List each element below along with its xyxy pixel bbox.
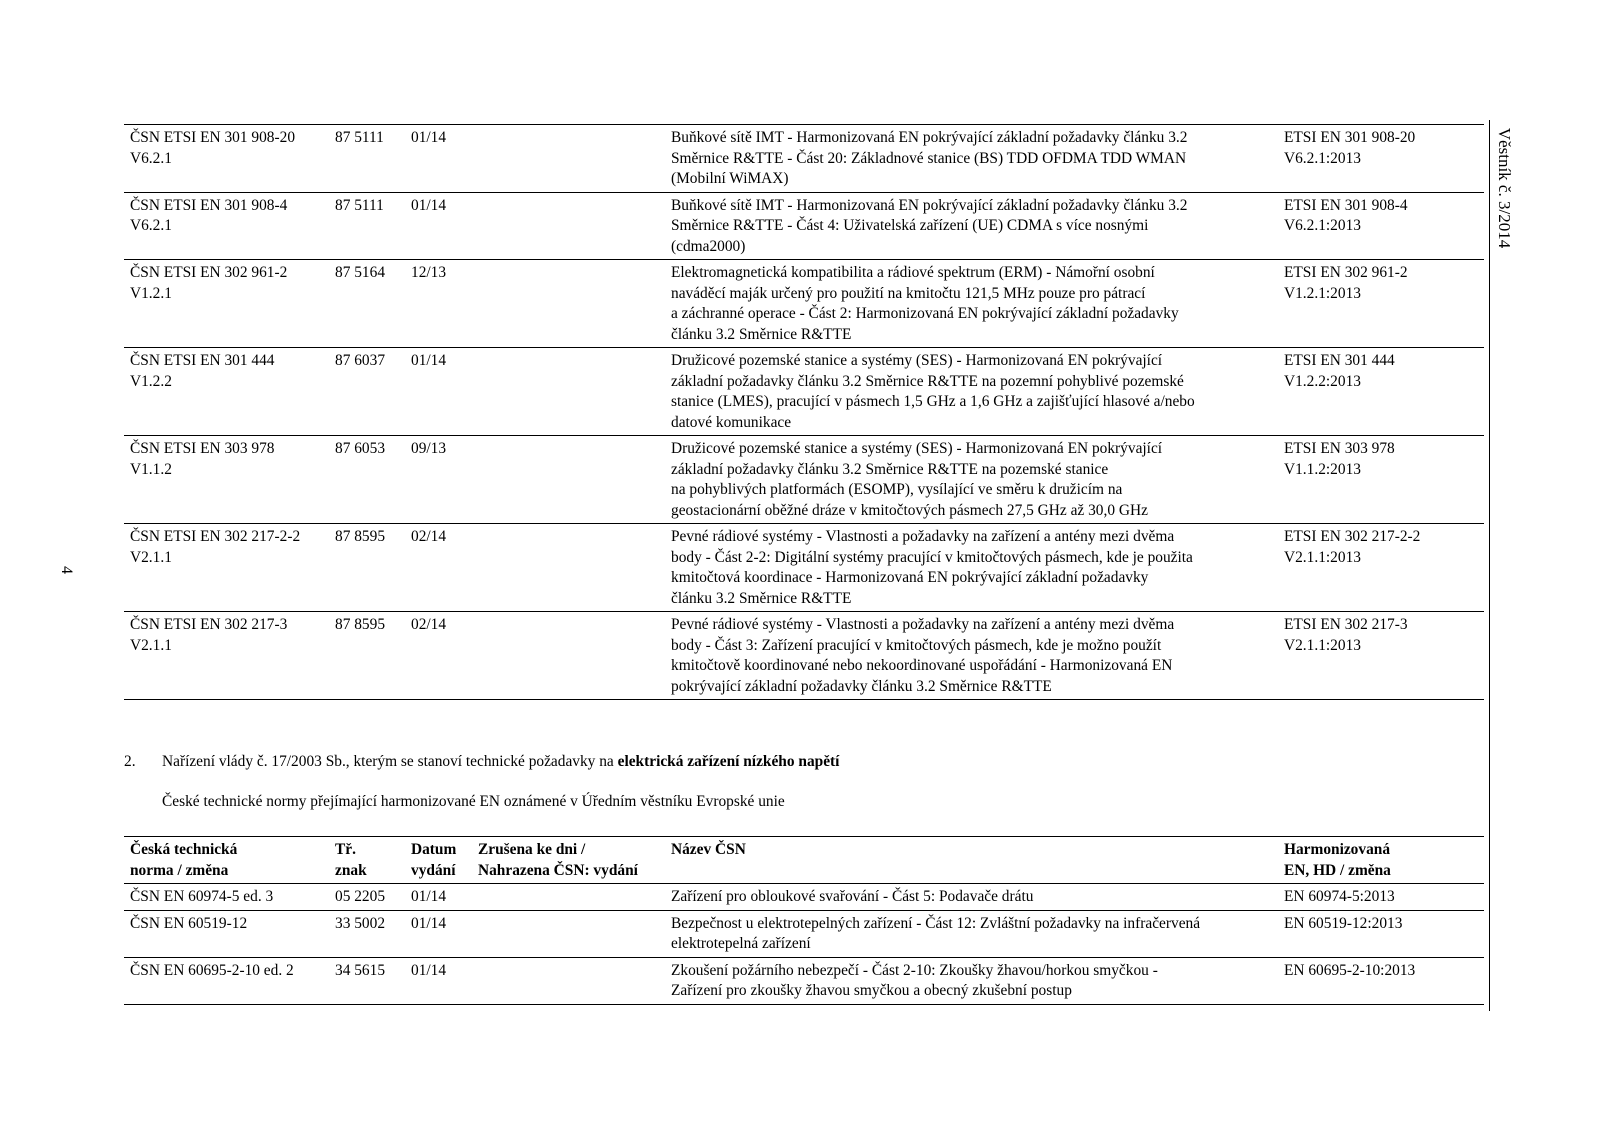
cell-title: Družicové pozemské stanice a systémy (SES) - Harmonizovaná EN pokrývající základní požadavky článku 3.2 Směrnice R&TTE na pozemní pohyblivé pozemské stanice (LMES), pracující v pásmech 1,5 GHz a 1,6 GHz a zajišťující hlasové a/nebo datové komunikace bbox=[671, 352, 1195, 431]
table-row bbox=[124, 957, 1484, 1004]
section-title-plain: Nařízení vlády č. 17/2003 Sb., kterým se stanoví technické požadavky na bbox=[162, 753, 618, 770]
cell-norm: ČSN EN 60519-12 bbox=[130, 914, 248, 932]
cell-date: 01/14 bbox=[411, 352, 447, 369]
cell-harmonized: ETSI EN 302 217-3 V2.1.1:2013 bbox=[1284, 616, 1408, 654]
cell-date: 02/14 bbox=[411, 616, 447, 633]
standards-table-1-body bbox=[124, 125, 1484, 700]
cell-harmonized: ETSI EN 303 978 V1.1.2:2013 bbox=[1284, 440, 1395, 478]
table-row bbox=[124, 436, 1484, 524]
cell-title: Pevné rádiové systémy - Vlastnosti a požadavky na zařízení a antény mezi dvěma body - Část 3: Zařízení pracující v kmitočtových pásmech, kde je možno použít kmitočtově koordinované nebo nekoordinované uspořádání - Harmonizovaná EN pokrývající základní požadavky článku 3.2 Směrnice R&TTE bbox=[671, 616, 1175, 695]
cell-norm: ČSN EN 60695-2-10 ed. 2 bbox=[130, 961, 294, 979]
cell-title: Elektromagnetická kompatibilita a rádiové spektrum (ERM) - Námořní osobní naváděcí maják určený pro použití na kmitočtu 121,5 MHz pouze pro pátrací a záchranné operace - Část 2: Harmonizovaná EN pokrývající základní požadavky článku 3.2 Směrnice R&TTE bbox=[671, 264, 1179, 343]
cell-class: 87 5111 bbox=[335, 196, 384, 214]
cell-class: 87 8595 bbox=[335, 528, 386, 545]
cell-title: Zařízení pro obloukové svařování - Část 5: Podavače drátu bbox=[671, 888, 1034, 905]
cell-harmonized: EN 60974-5:2013 bbox=[1284, 888, 1395, 905]
table-row bbox=[124, 524, 1484, 612]
page-number: 4 bbox=[58, 566, 75, 574]
cell-harmonized: ETSI EN 301 908-4 V6.2.1:2013 bbox=[1284, 196, 1408, 234]
header-norm: Česká technická norma / změna bbox=[130, 841, 238, 879]
cell-class: 34 5615 bbox=[335, 961, 386, 979]
header-class: Tř. znak bbox=[335, 841, 367, 879]
cell-date: 01/14 bbox=[411, 961, 447, 979]
cell-replaced bbox=[472, 436, 665, 524]
cell-date: 12/13 bbox=[411, 264, 447, 281]
cell-date: 09/13 bbox=[411, 440, 447, 457]
cell-replaced bbox=[472, 612, 665, 700]
cell-norm: ČSN EN 60974-5 ed. 3 bbox=[130, 888, 274, 905]
table-row bbox=[124, 192, 1484, 260]
table-row bbox=[124, 884, 1484, 911]
cell-norm: ČSN ETSI EN 303 978 V1.1.2 bbox=[130, 440, 275, 478]
standards-table-2 bbox=[124, 836, 1484, 1005]
header-harmonized: Harmonizovaná EN, HD / změna bbox=[1284, 841, 1391, 879]
cell-date: 01/14 bbox=[411, 888, 447, 905]
cell-harmonized: ETSI EN 301 908-20 V6.2.1:2013 bbox=[1284, 129, 1416, 167]
running-header: Věstník č. 3/2014 bbox=[1495, 127, 1514, 249]
cell-title: Buňkové sítě IMT - Harmonizovaná EN pokrývající základní požadavky článku 3.2 Směrnice R&TTE - Část 20: Základnové stanice (BS) TDD OFDMA TDD WMAN (Mobilní WiMAX) bbox=[671, 129, 1188, 187]
table-row bbox=[124, 910, 1484, 957]
section-title bbox=[162, 752, 839, 773]
cell-date: 02/14 bbox=[411, 528, 447, 545]
cell-class: 87 5164 bbox=[335, 264, 386, 281]
cell-replaced bbox=[472, 910, 665, 957]
cell-harmonized: ETSI EN 302 961-2 V1.2.1:2013 bbox=[1284, 264, 1408, 302]
cell-harmonized: ETSI EN 302 217-2-2 V2.1.1:2013 bbox=[1284, 528, 1421, 566]
header-replaced: Zrušena ke dni / Nahrazena ČSN: vydání bbox=[478, 841, 638, 879]
section-2-heading bbox=[124, 752, 1324, 774]
cell-replaced bbox=[472, 125, 665, 193]
cell-replaced bbox=[472, 348, 665, 436]
cell-norm: ČSN ETSI EN 301 444 V1.2.2 bbox=[130, 352, 275, 390]
cell-class: 87 8595 bbox=[335, 616, 386, 633]
cell-title: Družicové pozemské stanice a systémy (SES) - Harmonizovaná EN pokrývající základní požadavky článku 3.2 Směrnice R&TTE na pozemské stanice na pohyblivých platformách (ESOMP), vysílající ve směru k družicím na geostacionární oběžné dráze v kmitočtových pásmech 27,5 GHz až 30,0 GHz bbox=[671, 440, 1163, 519]
cell-class: 87 5111 bbox=[335, 129, 384, 146]
table-row bbox=[124, 260, 1484, 348]
header-date: Datum vydání bbox=[411, 841, 457, 879]
cell-date: 01/14 bbox=[411, 914, 447, 932]
standards-table-2-body bbox=[124, 884, 1484, 1005]
cell-title: Pevné rádiové systémy - Vlastnosti a požadavky na zařízení a antény mezi dvěma body - Část 2-2: Digitální systémy pracující v kmitočtových pásmech, kde je použita kmitočtová koordinace - Harmonizovaná EN pokrývající základní požadavky článku 3.2 Směrnice R&TTE bbox=[671, 528, 1193, 607]
cell-class: 87 6037 bbox=[335, 352, 386, 369]
cell-title: Zkoušení požárního nebezpečí - Část 2-10: Zkoušky žhavou/horkou smyčkou - Zařízení pro zkoušky žhavou smyčkou a obecný zkušební postup bbox=[671, 961, 1158, 999]
cell-class: 33 5002 bbox=[335, 914, 386, 932]
cell-replaced bbox=[472, 192, 665, 260]
cell-replaced bbox=[472, 884, 665, 911]
table-row bbox=[124, 125, 1484, 193]
section-intro: České technické normy přejímající harmonizované EN oznámené v Úředním věstníku Evropské unie bbox=[162, 793, 785, 810]
cell-title: Buňkové sítě IMT - Harmonizovaná EN pokrývající základní požadavky článku 3.2 Směrnice R&TTE - Část 4: Uživatelská zařízení (UE) CDMA s více nosnými (cdma2000) bbox=[671, 196, 1188, 255]
cell-replaced bbox=[472, 524, 665, 612]
cell-replaced bbox=[472, 260, 665, 348]
standards-table-2-header bbox=[124, 837, 1484, 884]
cell-harmonized: EN 60519-12:2013 bbox=[1284, 914, 1403, 932]
cell-replaced bbox=[472, 957, 665, 1004]
cell-harmonized: EN 60695-2-10:2013 bbox=[1284, 961, 1416, 979]
cell-norm: ČSN ETSI EN 302 217-3 V2.1.1 bbox=[130, 616, 288, 654]
cell-date: 01/14 bbox=[411, 129, 447, 146]
cell-norm: ČSN ETSI EN 302 961-2 V1.2.1 bbox=[130, 264, 288, 302]
section-number: 2. bbox=[124, 753, 136, 770]
cell-date: 01/14 bbox=[411, 196, 447, 214]
standards-table-1 bbox=[124, 124, 1484, 700]
cell-class: 05 2205 bbox=[335, 888, 386, 905]
right-margin-rule bbox=[1489, 120, 1490, 1011]
cell-class: 87 6053 bbox=[335, 440, 386, 457]
cell-title: Bezpečnost u elektrotepelných zařízení - Část 12: Zvláštní požadavky na infračervená elektrotepelná zařízení bbox=[671, 914, 1201, 952]
cell-norm: ČSN ETSI EN 301 908-20 V6.2.1 bbox=[130, 129, 296, 167]
section-title-bold: elektrická zařízení nízkého napětí bbox=[617, 753, 840, 770]
table-row bbox=[124, 612, 1484, 700]
table-header-row bbox=[124, 837, 1484, 884]
cell-norm: ČSN ETSI EN 301 908-4 V6.2.1 bbox=[130, 196, 288, 234]
cell-norm: ČSN ETSI EN 302 217-2-2 V2.1.1 bbox=[130, 528, 301, 566]
cell-harmonized: ETSI EN 301 444 V1.2.2:2013 bbox=[1284, 352, 1395, 390]
table-row bbox=[124, 348, 1484, 436]
header-title: Název ČSN bbox=[671, 841, 746, 858]
